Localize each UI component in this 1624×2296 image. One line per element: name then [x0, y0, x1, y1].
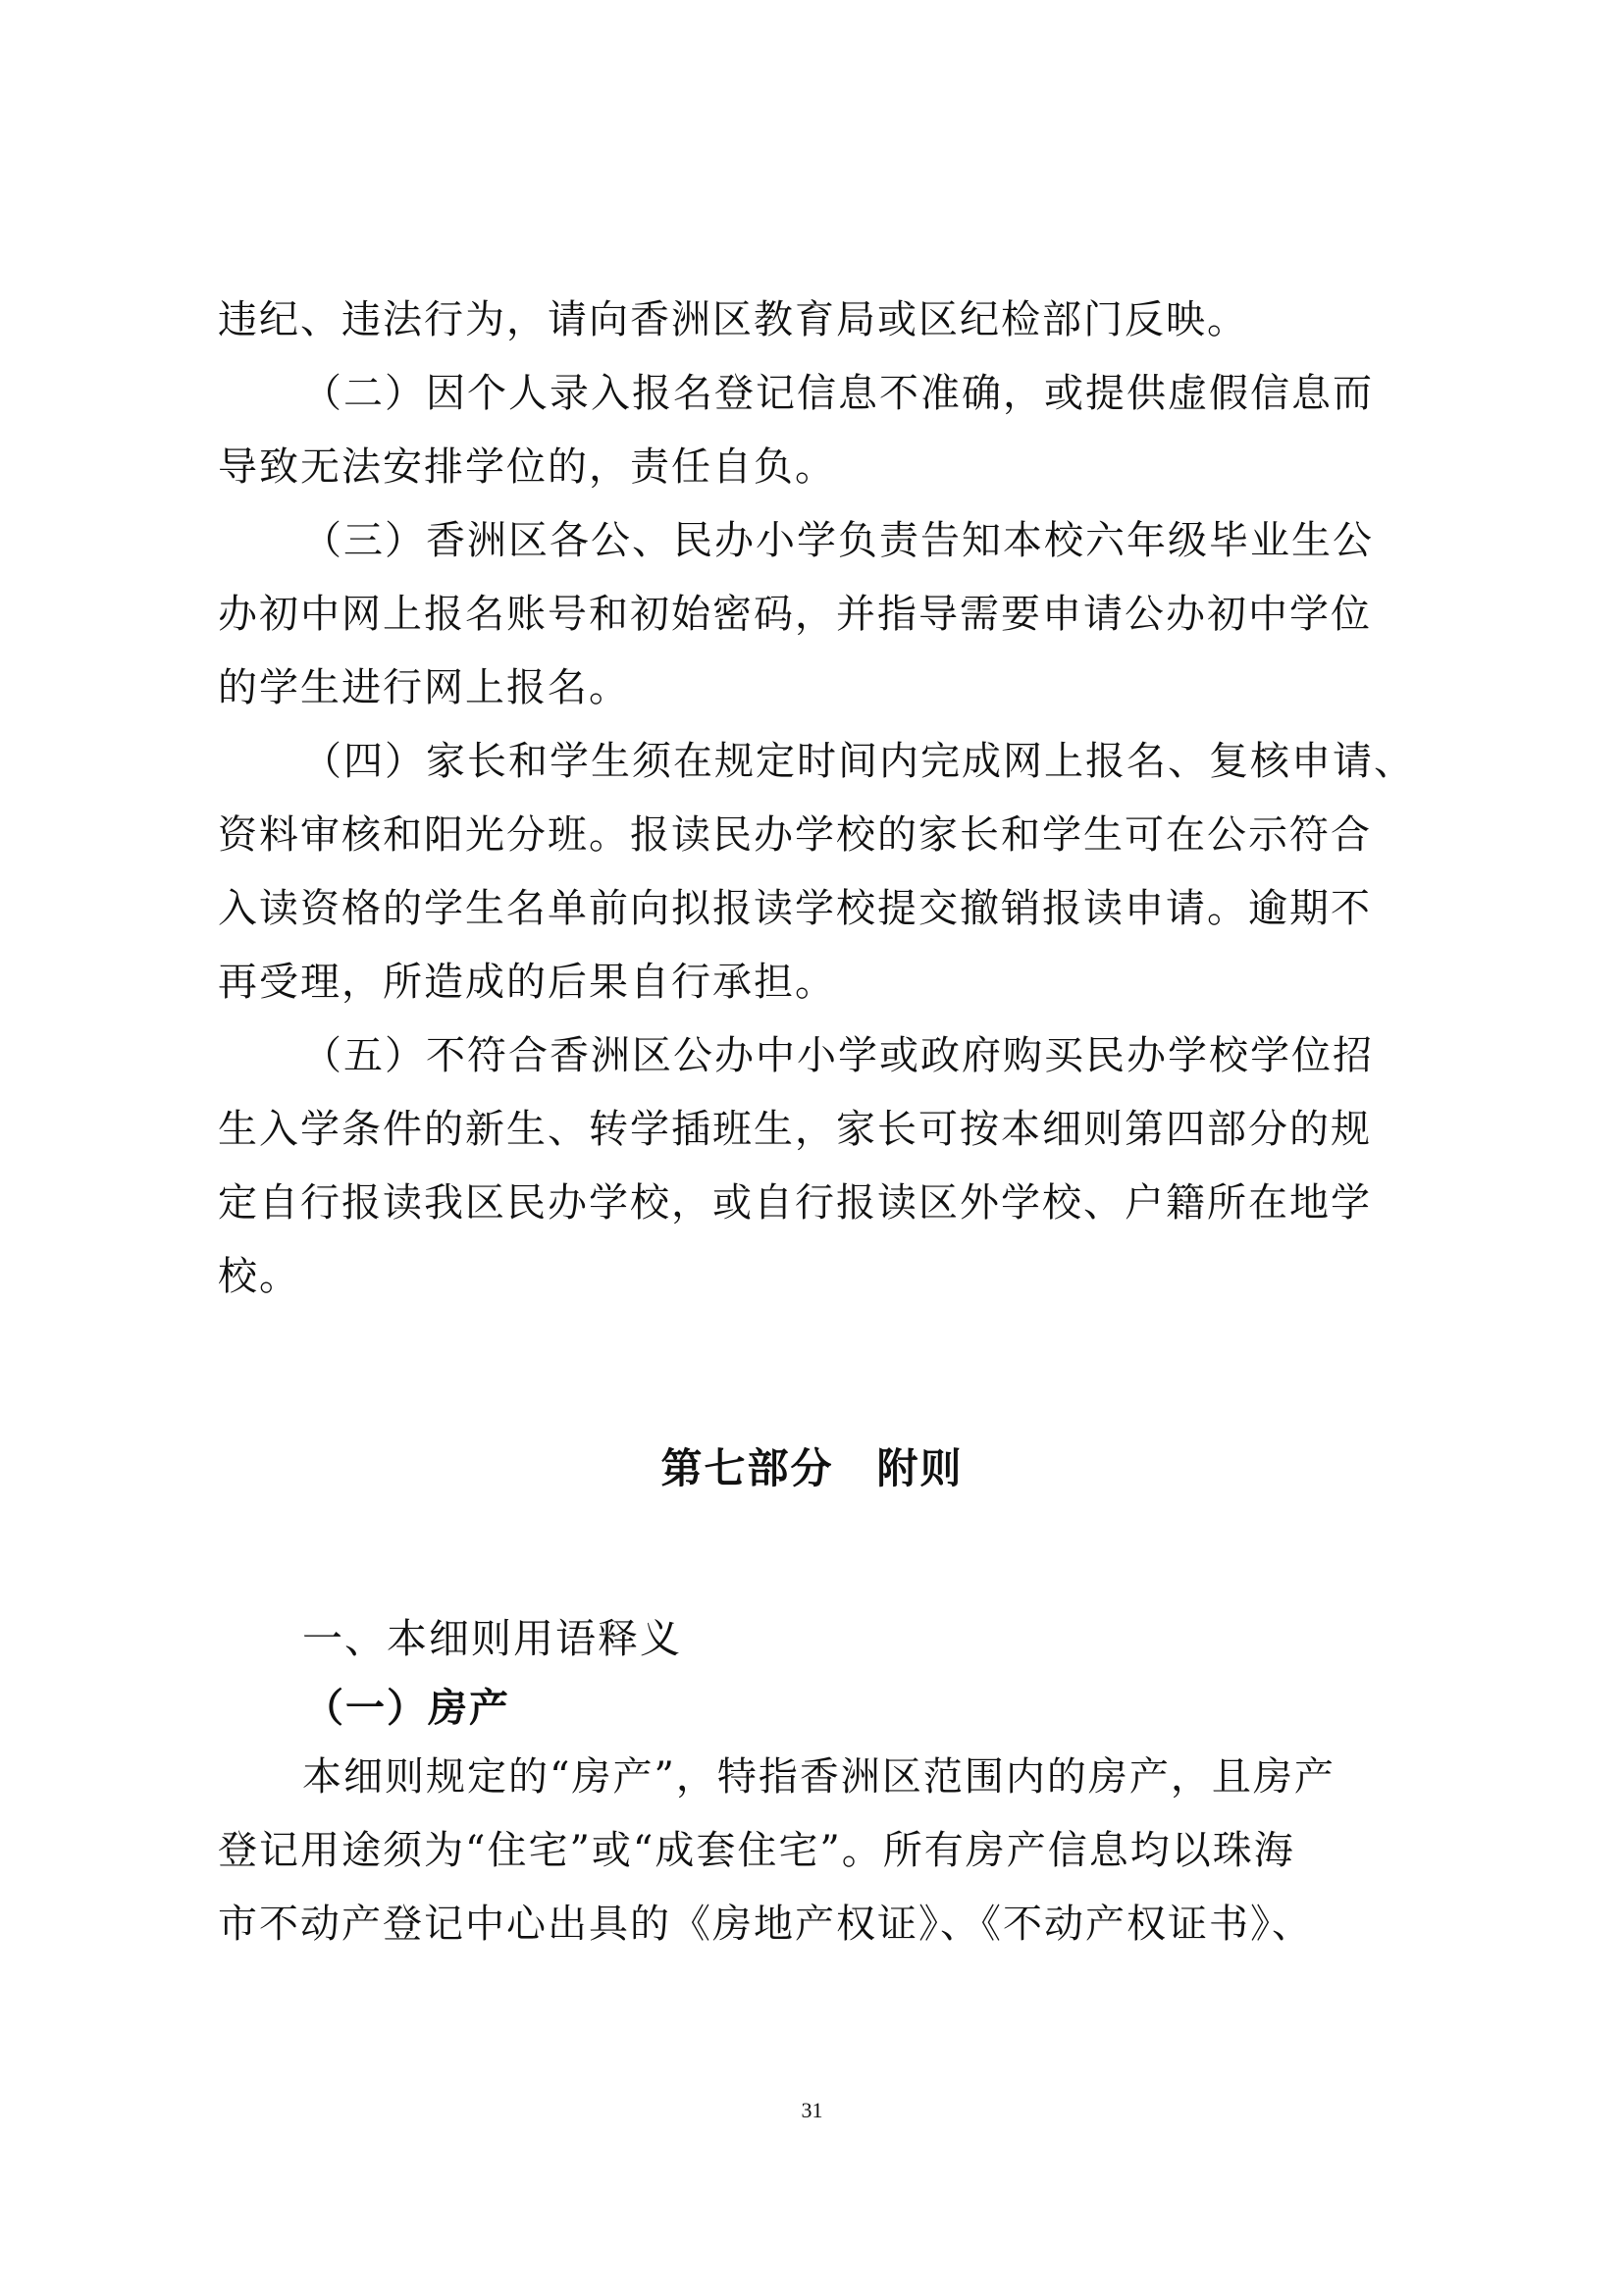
- body-line-4: （三）香洲区各公、民办小学负责告知本校六年级毕业生公: [302, 518, 1374, 563]
- body-line-3: 导致无法安排学位的，责任自负。: [218, 444, 836, 490]
- page-number: 31: [801, 2098, 823, 2122]
- body-line-8: 资料审核和阳光分班。报读民办学校的家长和学生可在公示符合: [218, 812, 1372, 858]
- definition-line-2: 登记用途须为“住宅”或“成套住宅”。所有房产信息均以珠海: [218, 1828, 1295, 1873]
- body-line-12: 生入学条件的新生、转学插班生，家长可按本细则第四部分的规: [218, 1107, 1372, 1152]
- body-line-5: 办初中网上报名账号和初始密码，并指导需要申请公办初中学位: [218, 592, 1372, 637]
- section-title: 第七部分 附则: [660, 1444, 964, 1492]
- heading-level-2: （一）房产: [304, 1685, 510, 1731]
- heading-level-1: 一、本细则用语释义: [302, 1615, 682, 1662]
- definition-line-1: 本细则规定的“房产”，特指香洲区范围内的房产，且房产: [302, 1754, 1336, 1800]
- body-line-10: 再受理，所造成的后果自行承担。: [218, 960, 836, 1005]
- body-line-14: 校。: [218, 1254, 300, 1299]
- body-line-9: 入读资格的学生名单前向拟报读学校提交撤销报读申请。逾期不: [218, 886, 1372, 931]
- body-line-6: 的学生进行网上报名。: [218, 665, 630, 710]
- body-line-13: 定自行报读我区民办学校，或自行报读区外学校、户籍所在地学: [218, 1180, 1372, 1226]
- body-line-2: （二）因个人录入报名登记信息不准确，或提供虚假信息而: [302, 371, 1374, 416]
- body-line-1: 违纪、违法行为，请向香洲区教育局或区纪检部门反映。: [218, 297, 1248, 342]
- definition-line-3: 市不动产登记中心出具的《房地产权证》、《不动产权证书》、: [218, 1902, 1313, 1947]
- body-line-11: （五）不符合香洲区公办中小学或政府购买民办学校学位招: [302, 1033, 1374, 1078]
- body-line-7: （四）家长和学生须在规定时间内完成网上报名、复核申请、: [302, 739, 1415, 784]
